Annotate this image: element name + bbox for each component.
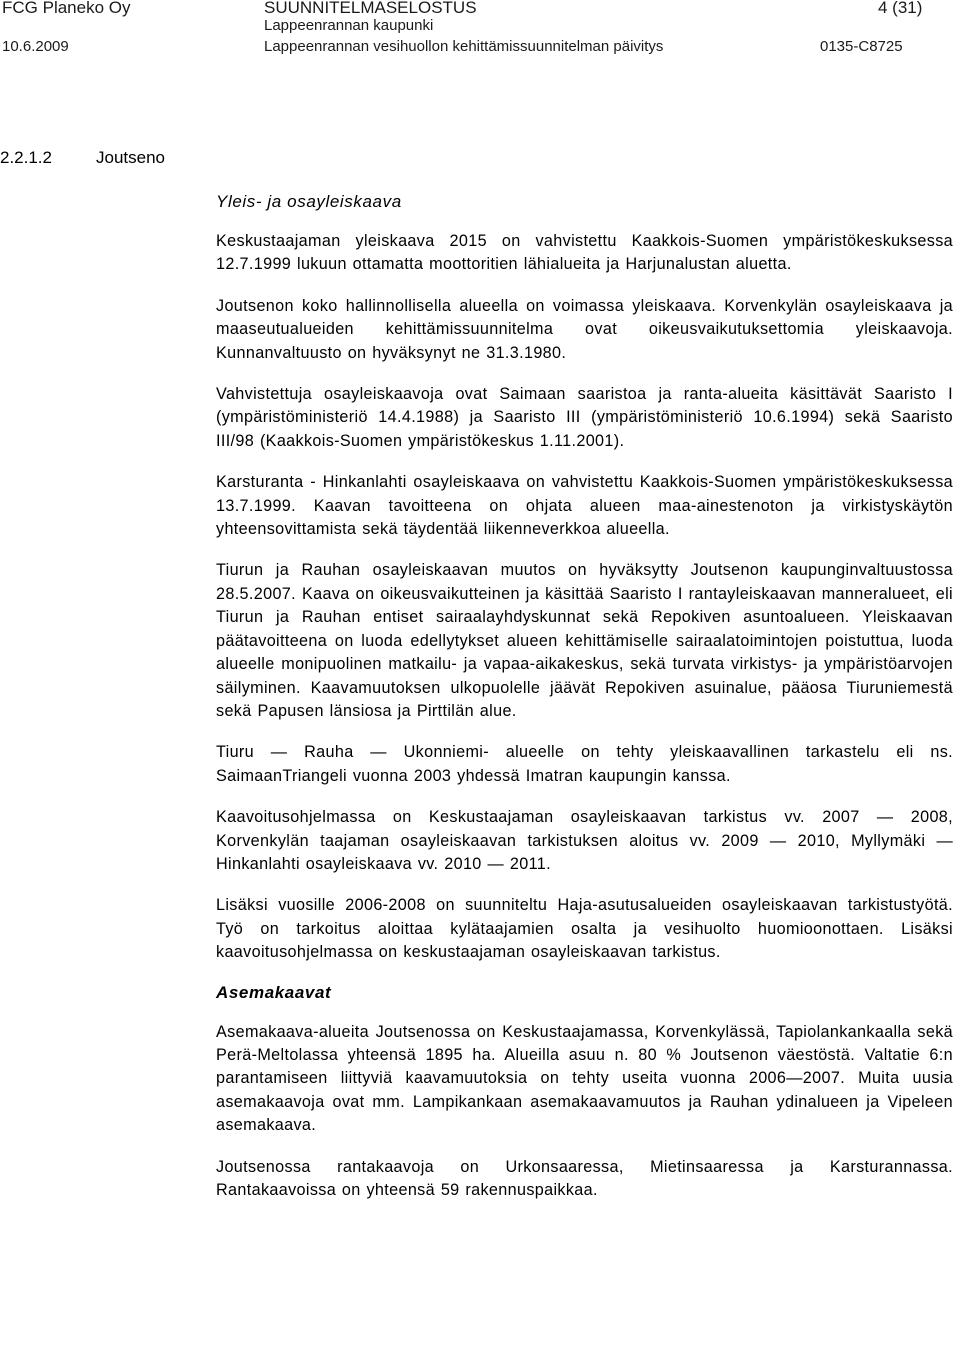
subsection-heading-asemakaavat: Asemakaavat: [216, 982, 332, 1002]
header-client: Lappeenrannan kaupunki: [264, 17, 434, 34]
paragraph: Keskustaajaman yleiskaava 2015 on vahvistettu Kaakkois-Suomen ympäristökeskuksessa 12.7.1999 lukuun ottamatta moottoritien lähialueita ja Harjunalustan aluetta.: [216, 232, 953, 274]
header-date: 10.6.2009: [2, 38, 69, 55]
paragraph: Tiuru — Rauha — Ukonniemi- alueelle on tehty yleiskaavallinen tarkastelu eli ns. SaimaanTriangeli vuonna 2003 yhdessä Imatran kaupungin kanssa.: [216, 743, 953, 785]
paragraph: Karsturanta - Hinkanlahti osayleiskaava on vahvistettu Kaakkois-Suomen ympäristökeskuksessa 13.7.1999. Kaavan tavoitteena on ohjata alueen maa-ainestenoton ja virkistyskäytön yhteensovittamista sekä täydentää liikenneverkkoa alueella.: [216, 473, 953, 539]
header-doc-type: SUUNNITELMASELOSTUS: [264, 0, 477, 17]
header-doc-number: 0135-C8725: [820, 38, 903, 55]
paragraph: Tiurun ja Rauhan osayleiskaavan muutos on hyväksytty Joutsenon kaupunginvaltuustossa 28.5.2007. Kaava on oikeusvaikutteinen ja käsittää Saaristo I rantayleiskaavan manneralueet, eli Tiurun ja Rauhan entiset sairaalayhdyskunnat sekä Repokiven asuntoalueen. Yleiskaavan päätavoitteena on luoda edellytykset alueen kehittämiselle sairaalatoimintojen poistuttua, luoda alueelle monipuolinen matkailu- ja vapaa-aikakeskus, sekä turvata virkistys- ja ympäristöarvojen säilyminen. Kaavamuutoksen ulkopuolelle jäävät Repokiven asuinalue, pääosa Tiuruniemestä sekä Papusen länsiosa ja Pirttilän alue.: [216, 561, 953, 720]
paragraph: Joutsenossa rantakaavoja on Urkonsaaressa, Mietinsaaressa ja Karsturannassa. Rantakaavoissa on yhteensä 59 rakennuspaikkaa.: [216, 1157, 953, 1199]
header-company: FCG Planeko Oy: [2, 0, 131, 17]
header-page-number: 4 (31): [878, 0, 923, 17]
paragraph: Lisäksi vuosille 2006-2008 on suunniteltu Haja-asutusalueiden osayleiskaavan tarkistustyötä. Työ on tarkoitus aloittaa kylätaajamien osalta ja vesihuolto huomioonottaen. Lisäksi kaavoitusohjelmassa on keskustaajaman osayleiskaavan tarkistus.: [216, 896, 953, 962]
paragraph: Joutsenon koko hallinnollisella alueella on voimassa yleiskaava. Korvenkylän osayleiskaava ja maaseutualueiden kehittämissuunnitelma ovat oikeusvaikutuksettomia yleiskaavoja. Kunnanvaltuusto on hyväksynyt ne 31.3.1980.: [216, 296, 953, 362]
section-heading: [0, 148, 165, 168]
section-title: Joutseno: [96, 148, 165, 167]
section-number: 2.2.1.2: [0, 148, 52, 167]
paragraph: Vahvistettuja osayleiskaavoja ovat Saimaan saaristoa ja ranta-alueita käsittävät Saaristo I (ympäristöministeriö 14.4.1988) ja Saaristo III (ympäristöministeriö 10.6.1994) sekä Saaristo III/98 (Kaakkois-Suomen ympäristökeskus 1.11.2001).: [216, 385, 953, 450]
subsection-heading-yleiskaava: Yleis- ja osayleiskaava: [216, 192, 402, 211]
paragraph: Kaavoitusohjelmassa on Keskustaajaman osayleiskaavan tarkistus vv. 2007 — 2008, Korvenkylän taajaman osayleiskaavan tarkistuksen aloitus vv. 2009 — 2010, Myllymäki — Hinkanlahti osayleiskaava vv. 2010 — 2011.: [216, 808, 953, 873]
document-body: [216, 192, 953, 1220]
paragraph: Asemakaava-alueita Joutsenossa on Keskustaajamassa, Korvenkylässä, Tapiolankankaalla sekä Perä-Meltolassa yhteensä 1895 ha. Alueilla asuu n. 80 % Joutsenon väestöstä. Valtatie 6:n parantamiseen liittyviä kaavamuutoksia on tehty useita vuonna 2006—2007. Muita uusia asemakaavoja ovat mm. Lampikankaan asemakaavamuutos ja Rauhan ydinalueen ja Vipeleen asemakaava.: [216, 1022, 953, 1135]
page-header: [0, 0, 960, 60]
header-project: Lappeenrannan vesihuollon kehittämissuunnitelman päivitys: [264, 38, 664, 55]
